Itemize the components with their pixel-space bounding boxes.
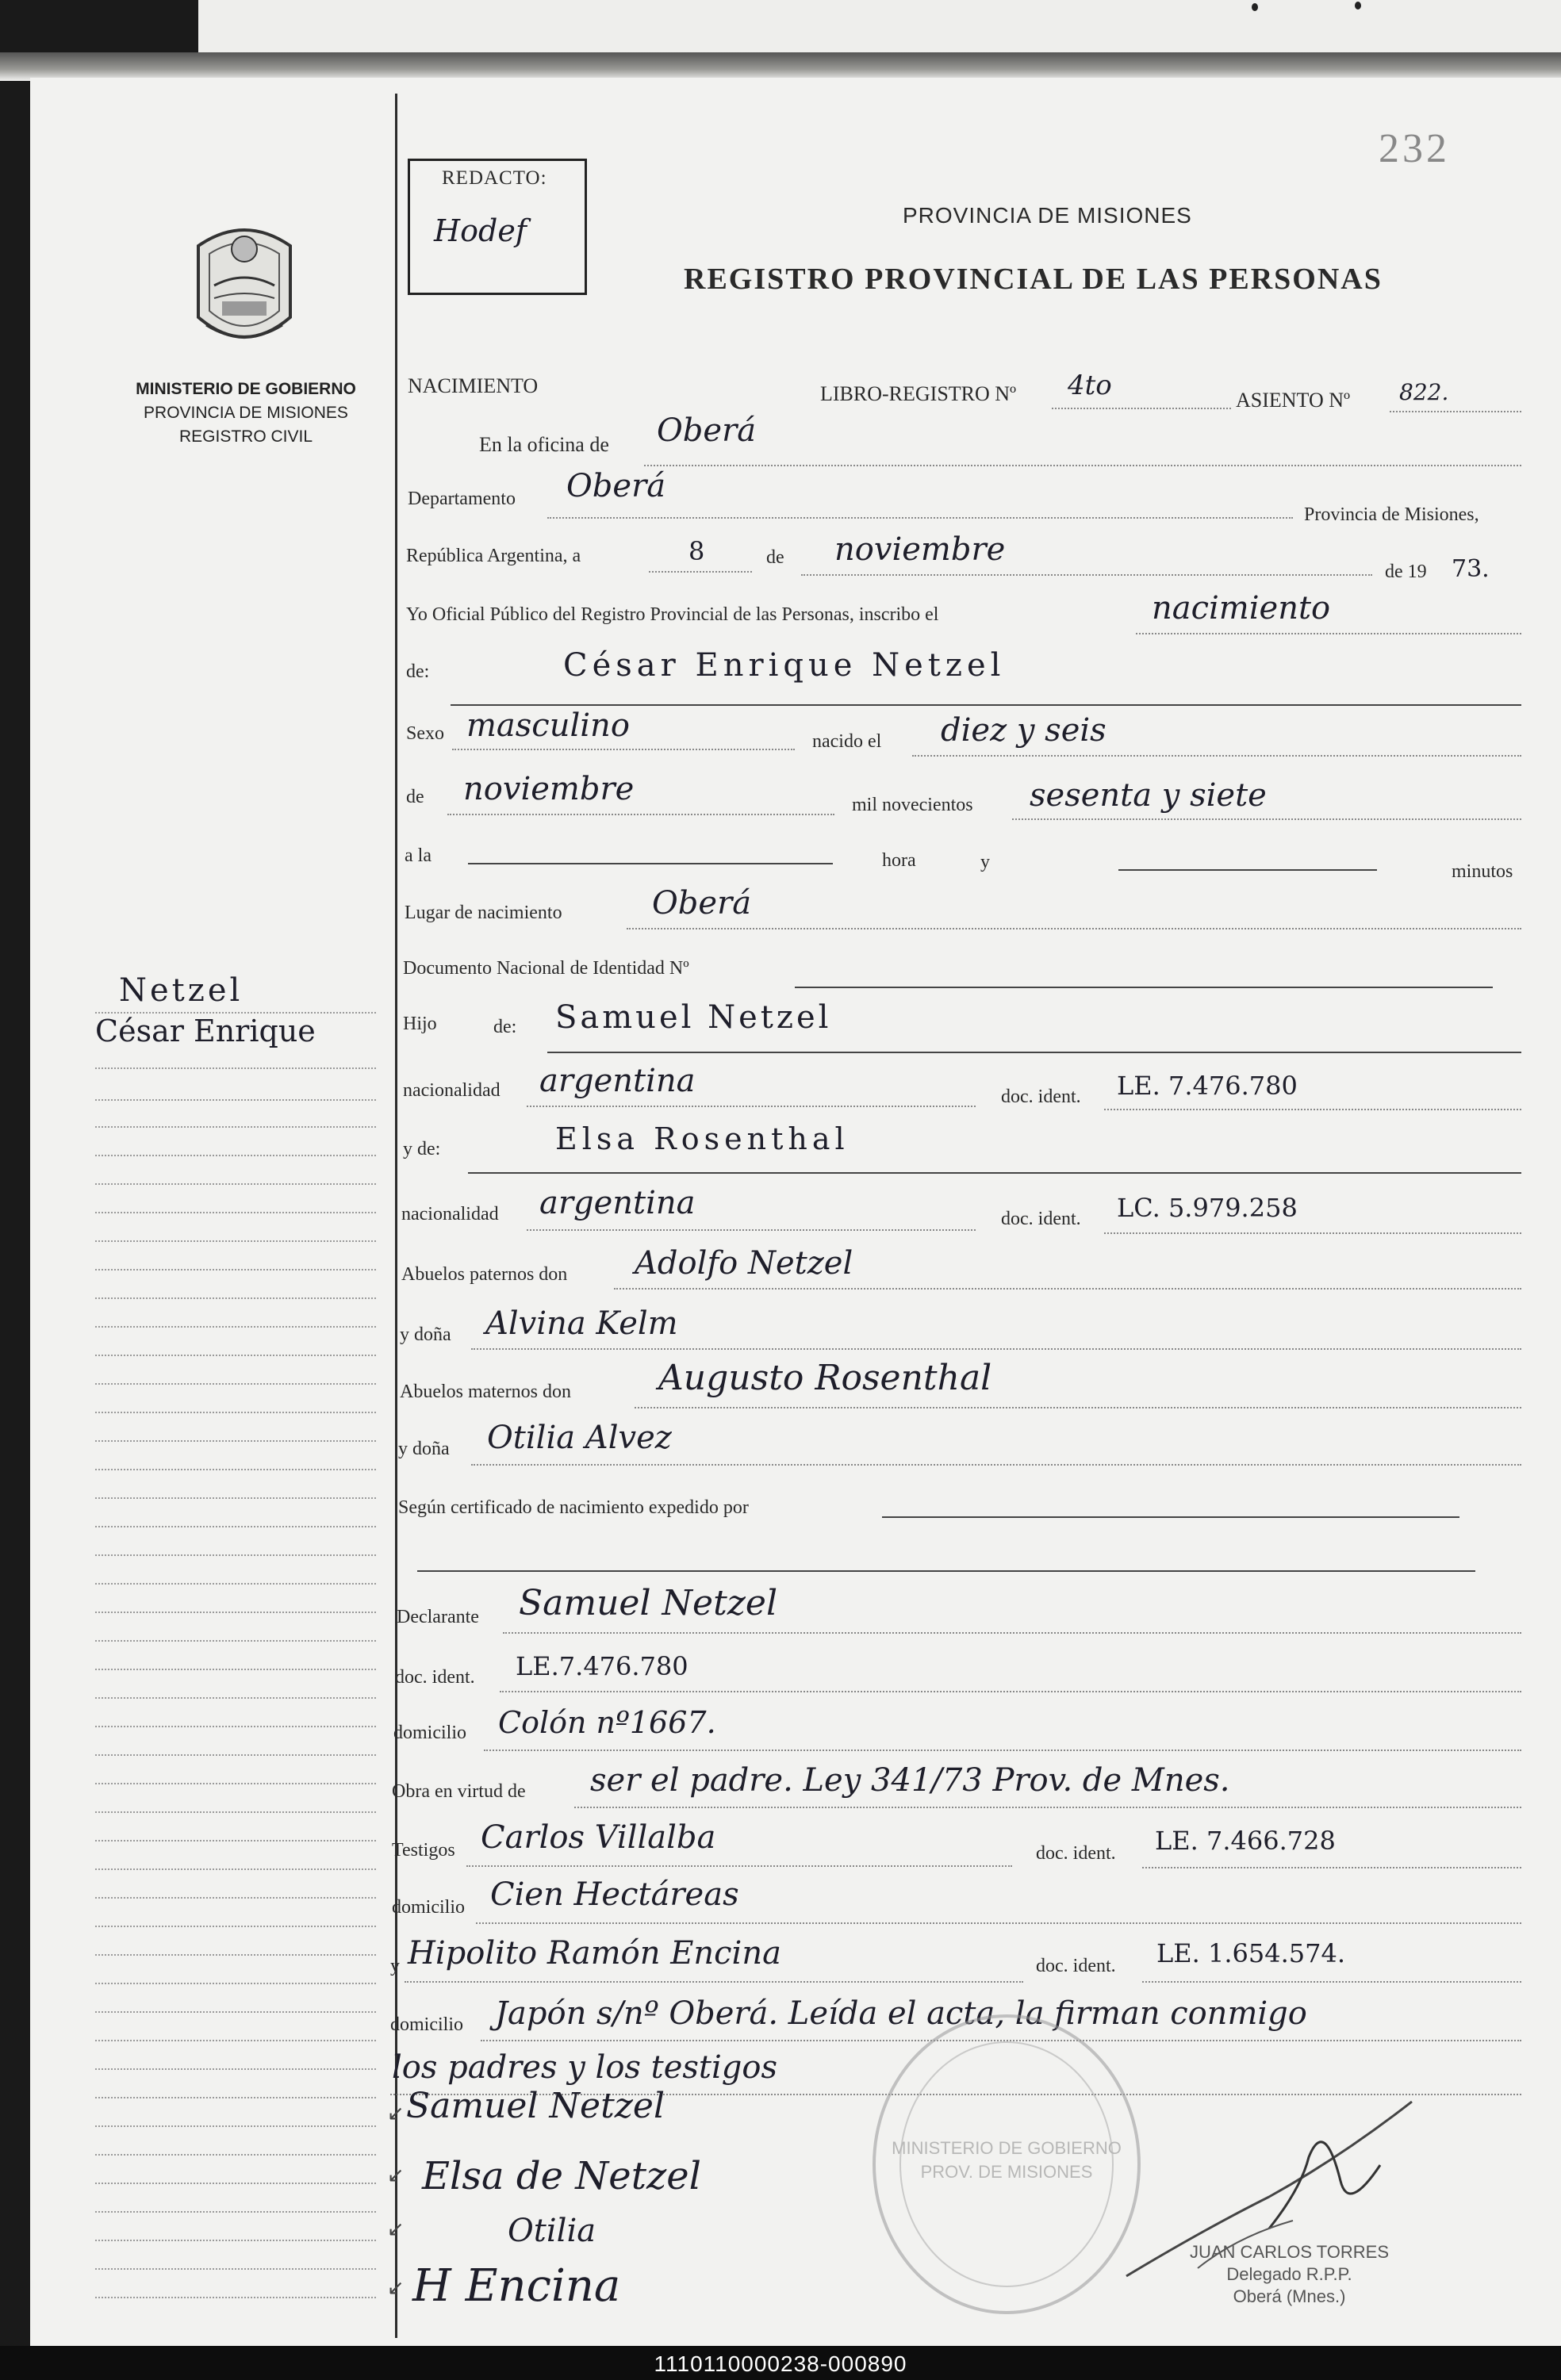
office-dots [644, 465, 1521, 466]
mat-grandmother: Otilia Alvez [487, 1420, 672, 1456]
born-year-value: sesenta y siete [1030, 777, 1267, 814]
province-suffix: Provincia de Misiones, [1304, 504, 1479, 525]
dni-line [795, 987, 1493, 988]
stamp-text [876, 2137, 1137, 2184]
act-dots [1136, 633, 1521, 634]
official-block [1190, 2241, 1389, 2308]
certificate-line [882, 1516, 1459, 1518]
month-dots [801, 574, 1372, 576]
department-value: Oberá [566, 468, 666, 504]
witness1-address: Cien Hectáreas [490, 1876, 739, 1913]
sig-tick-4: ↙ [387, 2276, 405, 2300]
father-nationality-label: nacionalidad [403, 1080, 501, 1101]
book-dots [1052, 408, 1231, 409]
witness2-address-label: domicilio [390, 2014, 463, 2035]
birthplace-dots [627, 928, 1521, 929]
sex-dots [452, 749, 795, 750]
born-day-value: diez y seis [941, 712, 1107, 749]
mat-grand-label: Abuelos maternos don [400, 1382, 571, 1402]
day-value: 8 [688, 536, 705, 566]
acts-label: Obra en virtud de [392, 1781, 526, 1802]
margin-rule [395, 94, 397, 2338]
at-label: a la [405, 845, 431, 866]
declarant-doc-label: doc. ident. [395, 1667, 475, 1688]
name-line [451, 704, 1521, 706]
declarant-address-label: domicilio [393, 1723, 466, 1743]
witness1-dots [466, 1865, 1012, 1867]
ministry-line2: PROVINCIA DE MISIONES [144, 404, 348, 422]
witness1-address-dots [476, 1922, 1521, 1924]
book-value: 4to [1068, 370, 1112, 401]
pat-grandfather: Adolfo Netzel [635, 1245, 853, 1282]
y-label: y [390, 1956, 400, 1976]
declarant-label: Declarante [397, 1607, 479, 1627]
pat-grandmother: Alvina Kelm [485, 1305, 678, 1342]
sig-tick-2: ↙ [387, 2163, 405, 2187]
republic-label: República Argentina, a [406, 546, 581, 566]
birthplace-label: Lugar de nacimiento [405, 903, 562, 923]
day-dots [649, 571, 752, 573]
department-label: Departamento [408, 489, 516, 509]
signature-2: Elsa de Netzel [422, 2154, 702, 2198]
and-label: y [980, 852, 990, 872]
hour-line [468, 863, 833, 864]
office-value: Oberá [657, 412, 757, 449]
certificate-line2 [417, 1570, 1475, 1572]
thousand-label: mil novecientos [852, 795, 973, 815]
mother-doc: LC. 5.979.258 [1117, 1193, 1298, 1223]
sex-label: Sexo [406, 723, 444, 744]
sex-value: masculino [466, 707, 630, 744]
mother-doc-label: doc. ident. [1001, 1209, 1081, 1229]
acts-value: ser el padre. Ley 341/73 Prov. de Mnes. [590, 1762, 1230, 1799]
witness1-doc-label: doc. ident. [1036, 1843, 1116, 1864]
witness2-doc-dots [1142, 1981, 1521, 1983]
mat-grandfather-dots [635, 1407, 1521, 1408]
witness2-value: Hipolito Ramón Encina [408, 1935, 781, 1972]
ministry-heading [111, 378, 381, 449]
redacto-label: REDACTO: [442, 167, 547, 189]
born-month-dots [447, 814, 834, 815]
father-doc-label: doc. ident. [1001, 1087, 1081, 1107]
certificate-label: Según certificado de nacimiento expedido por [398, 1497, 749, 1518]
witness2-doc: LE. 1.654.574. [1156, 1938, 1345, 1968]
act-value: nacimiento [1152, 590, 1331, 627]
dni-label: Documento Nacional de Identidad Nº [403, 958, 689, 979]
stamp-line2: PROV. DE MISIONES [920, 2162, 1093, 2182]
witness2-doc-label: doc. ident. [1036, 1956, 1116, 1976]
father-line [547, 1052, 1521, 1053]
father-nationality: argentina [539, 1063, 696, 1099]
witness1-doc-dots [1142, 1867, 1521, 1868]
name-value: César Enrique Netzel [563, 647, 1006, 684]
year-label: de 19 [1385, 561, 1427, 582]
mat-grandfather: Augusto Rosenthal [658, 1358, 992, 1398]
signature-4: H Encina [412, 2260, 621, 2312]
witness1-value: Carlos Villalba [481, 1819, 716, 1856]
mother-line [468, 1172, 1521, 1174]
redacto-box [408, 159, 587, 295]
born-day-dots [912, 755, 1521, 757]
witness2-address: Japón s/nº Oberá. Leída el acta, la firman conmigo [495, 1995, 1307, 2032]
office-label: En la oficina de [479, 433, 609, 456]
child-label: Hijo [403, 1014, 437, 1034]
registry-stamp [873, 2014, 1141, 2314]
born-month-value: noviembre [463, 771, 635, 807]
mother-nationality-label: nacionalidad [401, 1204, 499, 1224]
de-label: de [766, 547, 784, 568]
declarant-doc-dots [500, 1691, 1521, 1692]
father-doc-dots [1104, 1109, 1521, 1110]
entry-value: 822. [1399, 379, 1449, 405]
document-code: 1110110000238-000890 [654, 2351, 907, 2376]
page-shadow [0, 52, 1561, 81]
pat-grand-label: Abuelos paternos don [401, 1264, 568, 1285]
pat-dona-label: y doña [400, 1324, 451, 1345]
birthplace-value: Oberá [652, 885, 752, 922]
sig-tick-3: ↙ [387, 2217, 405, 2241]
de2-label: de [406, 787, 424, 807]
declarant-dots [503, 1632, 1521, 1634]
coat-of-arms-logo [190, 222, 298, 349]
ministry-line1: MINISTERIO DE GOBIERNO [136, 380, 356, 398]
father-value: Samuel Netzel [555, 999, 832, 1036]
mat-dona-label: y doña [398, 1439, 450, 1459]
margin-given-names: César Enrique [95, 1014, 316, 1048]
pat-grandfather-dots [614, 1288, 1521, 1290]
redacto-initials: Hodef [434, 213, 527, 248]
page-number: 232 [1379, 126, 1450, 171]
declarant-address: Colón nº1667. [498, 1705, 716, 1740]
acts-dots [574, 1807, 1521, 1808]
sig-tick-1: ↙ [387, 2102, 405, 2125]
of-label: de: [406, 661, 430, 682]
closing-line: los padres y los testigos [392, 2049, 777, 2086]
margin-surname: Netzel [119, 972, 244, 1009]
mother-nat-dots [527, 1229, 976, 1231]
signature-3: Otilia [508, 2213, 596, 2249]
declarant-value: Samuel Netzel [519, 1583, 778, 1623]
witness1-address-label: domicilio [392, 1897, 465, 1918]
born-year-dots [1012, 818, 1521, 820]
official-name: JUAN CARLOS TORRES [1190, 2242, 1390, 2262]
department-dots [547, 517, 1293, 519]
official-title: Delegado R.P.P. [1226, 2264, 1352, 2284]
official-text: Yo Oficial Público del Registro Provincial de las Personas, inscribo el [406, 604, 939, 625]
mother-value: Elsa Rosenthal [555, 1121, 850, 1156]
mother-nationality: argentina [539, 1185, 696, 1221]
next-page-edge [198, 0, 1561, 56]
official-location: Oberá (Mnes.) [1233, 2286, 1346, 2306]
witness1-doc: LE. 7.466.728 [1155, 1826, 1336, 1856]
declarant-address-dots [484, 1750, 1521, 1751]
mat-grandmother-dots [471, 1464, 1521, 1466]
mother-doc-dots [1104, 1232, 1521, 1234]
minutes-line [1118, 869, 1377, 871]
entry-dots [1390, 411, 1521, 412]
nacimiento-label: NACIMIENTO [408, 374, 539, 397]
minutes-label: minutos [1452, 861, 1513, 882]
ministry-line3: REGISTRO CIVIL [178, 427, 313, 446]
father-doc: LE. 7.476.780 [1117, 1071, 1298, 1101]
stamp-line1: MINISTERIO DE GOBIERNO [892, 2138, 1122, 2158]
entry-label: ASIENTO Nº [1236, 389, 1351, 412]
month-value: noviembre [834, 531, 1006, 568]
hour-label: hora [882, 850, 916, 871]
and-of-label: y de: [403, 1139, 441, 1159]
witness-label: Testigos [392, 1840, 455, 1861]
signature-1: Samuel Netzel [406, 2086, 665, 2126]
father-nat-dots [527, 1106, 976, 1107]
born-label: nacido el [812, 731, 882, 752]
book-label: LIBRO-REGISTRO Nº [820, 382, 1017, 405]
declarant-doc: LE.7.476.780 [516, 1651, 688, 1681]
pat-grandmother-dots [471, 1348, 1521, 1350]
child-de-label: de: [493, 1017, 517, 1037]
witness2-dots [405, 1981, 1023, 1983]
year-value: 73. [1452, 555, 1490, 583]
registry-title: REGISTRO PROVINCIAL DE LAS PERSONAS [684, 263, 1383, 296]
province-title: PROVINCIA DE MISIONES [903, 203, 1192, 228]
